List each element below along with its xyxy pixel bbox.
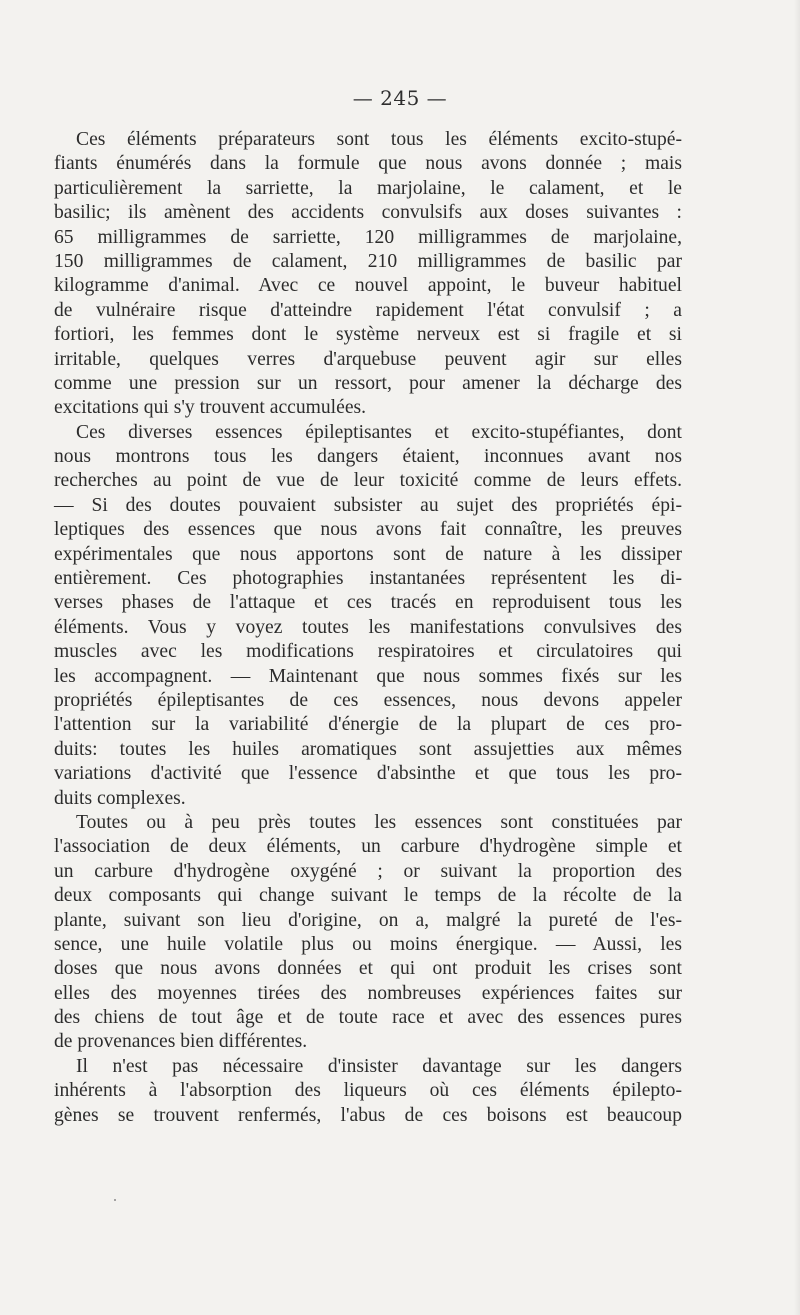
text-line: comme une pression sur un ressort, pour amener la décharge des xyxy=(54,372,682,394)
text-line: muscles avec les modifications respiratoires et circulatoires qui xyxy=(54,641,682,663)
paper-speck xyxy=(114,1199,116,1201)
text-line: excitations qui s'y trouvent accumulées. xyxy=(54,397,367,419)
text-line: expérimentales que nous apportons sont de nature à les dissiper xyxy=(54,543,682,565)
text-line: entièrement. Ces photographies instantanées représentent les di- xyxy=(54,568,682,590)
text-line: des chiens de tout âge et de toute race et avec des essences pures xyxy=(54,1007,682,1029)
text-line: sence, une huile volatile plus ou moins énergique. — Aussi, les xyxy=(54,933,682,955)
text-line: l'attention sur la variabilité d'énergie de la plupart de ces pro- xyxy=(54,714,682,736)
text-line: 65 milligrammes de sarriette, 120 milligrammes de marjolaine, xyxy=(54,226,682,248)
text-line: Il n'est pas nécessaire d'insister davantage sur les dangers xyxy=(76,1055,682,1077)
text-line: les accompagnent. — Maintenant que nous sommes fixés sur les xyxy=(54,665,682,687)
text-line: recherches au point de vue de leur toxicité comme de leurs effets. xyxy=(54,470,682,492)
text-line: propriétés épileptisantes de ces essences, nous devons appeler xyxy=(54,689,682,711)
body-text xyxy=(54,128,682,1128)
text-line: éléments. Vous y voyez toutes les manifestations convulsives des xyxy=(54,616,682,638)
text-line: l'association de deux éléments, un carbure d'hydrogène simple et xyxy=(54,836,682,858)
text-line: inhérents à l'absorption des liqueurs où ces éléments épilepto- xyxy=(54,1080,682,1102)
text-line: fortiori, les femmes dont le système nerveux est si fragile et si xyxy=(54,324,682,346)
text-line: de vulnéraire risque d'atteindre rapidement l'état convulsif ; a xyxy=(54,299,682,321)
page-number: — 245 — xyxy=(352,86,448,110)
text-line: Ces éléments préparateurs sont tous les éléments excito-stupé- xyxy=(76,129,682,150)
text-line: leptiques des essences que nous avons fait connaître, les preuves xyxy=(54,519,682,541)
text-line: nous montrons tous les dangers étaient, inconnues avant nos xyxy=(54,446,682,468)
text-line: — Si des doutes pouvaient subsister au sujet des propriétés épi- xyxy=(54,494,682,516)
text-line: irritable, quelques verres d'arquebuse peuvent agir sur elles xyxy=(54,348,682,370)
text-line: doses que nous avons données et qui ont produit les crises sont xyxy=(54,958,682,980)
text-line: Ces diverses essences épileptisantes et excito-stupéfiantes, dont xyxy=(76,421,682,443)
text-line: 150 milligrammes de calament, 210 milligrammes de basilic par xyxy=(54,250,682,272)
text-line: fiants énumérés dans la formule que nous avons donnée ; mais xyxy=(54,153,682,175)
text-line: gènes se trouvent renfermés, l'abus de ces boisons est beaucoup xyxy=(54,1104,682,1126)
page-edge-shadow xyxy=(794,0,800,1315)
text-line: plante, suivant son lieu d'origine, on a, malgré la pureté de l'es- xyxy=(54,909,682,931)
text-line: verses phases de l'attaque et ces tracés en reproduisent tous les xyxy=(54,592,682,614)
text-line: variations d'activité que l'essence d'absinthe et que tous les pro- xyxy=(54,763,682,785)
text-line: basilic; ils amènent des accidents convulsifs aux doses suivantes : xyxy=(54,202,682,224)
text-line: particulièrement la sarriette, la marjolaine, le calament, et le xyxy=(54,177,682,199)
text-line: de provenances bien différentes. xyxy=(54,1031,308,1053)
text-line: Toutes ou à peu près toutes les essences sont constituées par xyxy=(76,811,682,833)
text-line: un carbure d'hydrogène oxygéné ; or suivant la proportion des xyxy=(54,860,682,882)
text-line: duits: toutes les huiles aromatiques sont assujetties aux mêmes xyxy=(54,738,682,760)
text-line: duits complexes. xyxy=(54,787,186,809)
text-line: kilogramme d'animal. Avec ce nouvel appoint, le buveur habituel xyxy=(54,275,682,297)
text-line: elles des moyennes tirées des nombreuses expériences faites sur xyxy=(54,982,682,1004)
text-line: deux composants qui change suivant le temps de la récolte de la xyxy=(54,885,682,907)
